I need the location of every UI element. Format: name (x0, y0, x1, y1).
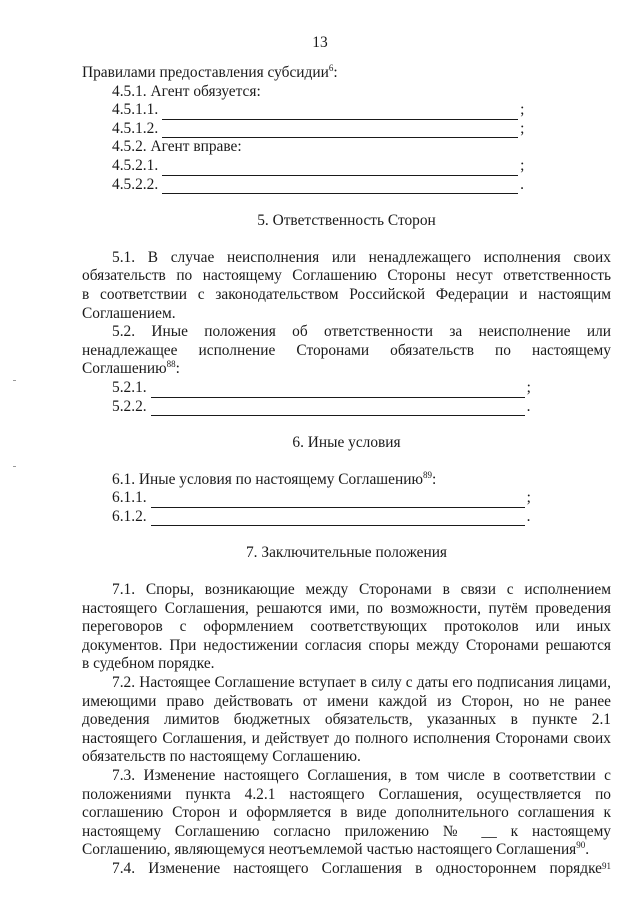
para-5-2-line: ненадлежащее исполнение Сторонами обязательств по настоящему (82, 341, 611, 359)
clause-4-5-1: 4.5.1. Агент обязуется: (112, 82, 261, 100)
para-6-1: 6.1. Иные условия по настоящему Соглашению$^{89}$: (112, 469, 437, 488)
blank-field-5-2-2: 5.2.2. . (112, 397, 531, 415)
section-6-heading: 6. Иные условия (292, 434, 401, 452)
blank-field-6-1-2: 6.1.2. . (112, 507, 531, 525)
blank-field-5-2-1: 5.2.1. ; (112, 378, 531, 396)
blank-line (151, 383, 525, 398)
blank-line (151, 511, 525, 526)
blank-line (151, 493, 525, 508)
clause-4-5-2: 4.5.2. Агент вправе: (112, 138, 242, 156)
blank-field-4-5-2-1: 4.5.2.1. ; (112, 156, 525, 174)
blank-field-4-5-1-1: 4.5.1.1. ; (112, 101, 525, 119)
para-7-1-line: 7.1. Споры, возникающие между Сторонами в связи с исполнением (112, 581, 611, 599)
blank-field-6-1-1: 6.1.1. ; (112, 489, 531, 507)
para-7-2-line: доведения лимитов бюджетных обязательств, указанных в пункте 2.1 (82, 711, 611, 729)
para-7-2-line: обязательств по настоящему Соглашению. (82, 748, 361, 766)
section-5-heading: 5. Ответственность Сторон (257, 212, 436, 230)
para-5-1-line: в соответствии с законодательством Российской Федерации и настоящим (82, 285, 611, 303)
footnote-ref: 6 (328, 62, 334, 73)
blank-line (162, 179, 518, 194)
blank-line (162, 161, 518, 176)
para-7-3-line: положениями пункта 4.2.1 настоящего Соглашения, осуществляется по (82, 785, 611, 803)
para-5-1-line: обязательств по настоящему Соглашению Стороны несут ответственность (82, 267, 611, 285)
para-7-4-text: 7.4. Изменение настоящего Соглашения в одностороннем порядке (112, 859, 602, 877)
para-5-1-line: 5.1. В случае неисполнения или ненадлежащего исполнения своих (112, 248, 611, 266)
footnote-ref: 89 (422, 469, 432, 480)
footnote-ref: 88 (166, 359, 176, 370)
para-7-3-line: 7.3. Изменение настоящего Соглашения, в том числе в соответствии с (112, 767, 611, 784)
scan-mark (13, 466, 16, 467)
section-7-heading: 7. Заключительные положения (245, 544, 448, 562)
para-7-4-line (82, 860, 611, 879)
scan-mark (13, 380, 16, 381)
footnote-ref: 90 (576, 840, 586, 851)
blank-line (162, 105, 518, 120)
para-5-2-line: 5.2. Иные положения об ответственности за неисполнение или (112, 323, 611, 341)
blank-line (162, 123, 518, 138)
para-7-2-line: настоящего Соглашения, и действует до полного исполнения Сторонами своих (82, 729, 611, 747)
para-5-1-line: Соглашением. (82, 304, 176, 322)
para-7-1-line: документов. При недостижении согласия споры между Сторонами решаются (82, 636, 611, 654)
para-7-3-line: соглашению Сторон и оформляется в виде дополнительного соглашения к (82, 804, 611, 822)
para-5-2-line: Соглашению$^{88}$: (82, 359, 180, 378)
intro-line: Правилами предоставления субсидии$^6$: (82, 62, 338, 81)
para-7-3-line: настоящему Соглашению согласно приложению № __ к настоящему (82, 822, 611, 840)
para-7-1-line: переговоров с оформлением соответствующих протоколов или иных (82, 618, 611, 636)
blank-field-4-5-1-2: 4.5.1.2. ; (112, 119, 525, 137)
blank-line (151, 401, 525, 416)
para-7-1-line: настоящего Соглашения, решаются ими, по возможности, путём проведения (82, 599, 611, 617)
page-number: 13 (312, 34, 328, 51)
para-7-1-line: в судебном порядке. (82, 655, 215, 673)
para-7-2-line: 7.2. Настоящее Соглашение вступает в силу с даты его подписания лицами, (112, 674, 611, 692)
blank-field-4-5-2-2: 4.5.2.2. . (112, 175, 525, 193)
para-7-3-line: Соглашению, являющемуся неотъемлемой частью настоящего Соглашения$^{90}$. (82, 840, 590, 859)
para-7-2-line: имеющими право действовать от имени каждой из Сторон, но не ранее (82, 692, 611, 710)
footnote-ref: 91 (602, 860, 611, 871)
document-body (82, 64, 611, 879)
